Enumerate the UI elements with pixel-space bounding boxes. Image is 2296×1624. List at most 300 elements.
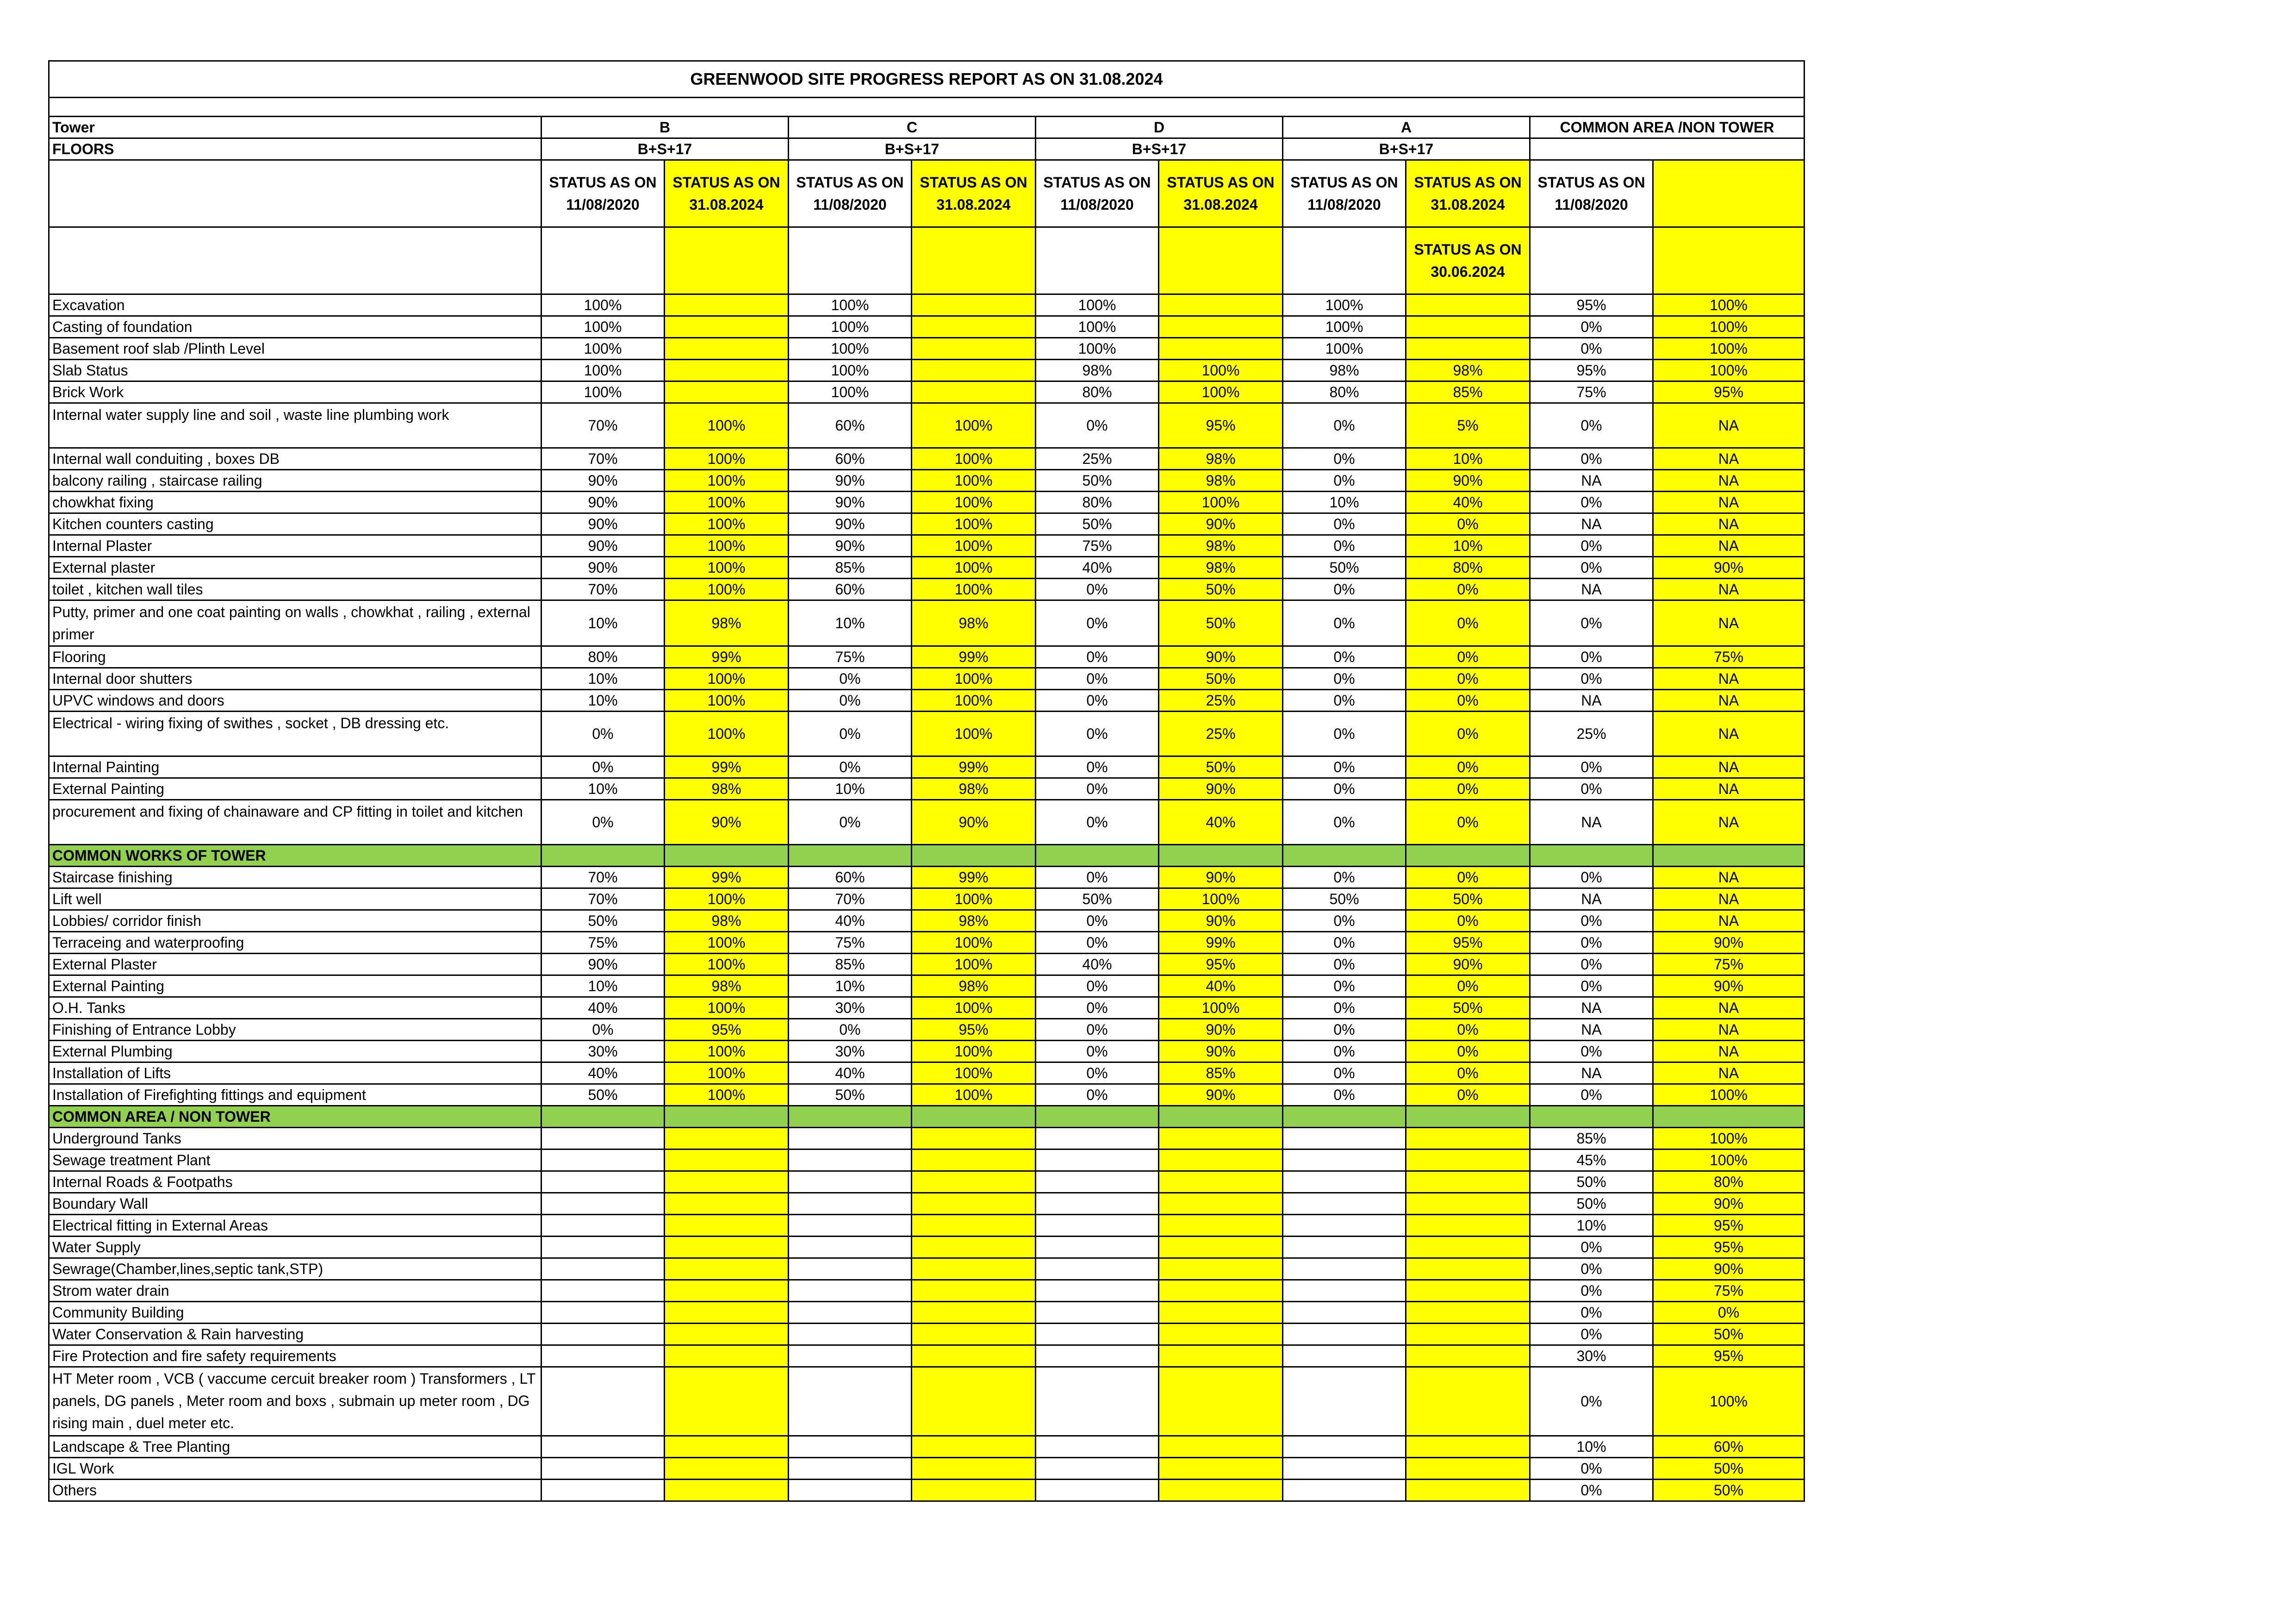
status-new-cell: 0% bbox=[1406, 910, 1530, 932]
row-label: Internal water supply line and soil , waste line plumbing work bbox=[49, 403, 541, 448]
table-row bbox=[49, 403, 1804, 448]
status-old-cell bbox=[789, 1367, 912, 1436]
status-old-cell: 0% bbox=[1283, 579, 1406, 600]
status-new-cell: 100% bbox=[1653, 316, 1804, 338]
section-blank-cell bbox=[1406, 1106, 1530, 1128]
status-old-cell bbox=[789, 1436, 912, 1458]
status-old-cell: 0% bbox=[1283, 800, 1406, 845]
status-new-cell: 25% bbox=[1159, 690, 1283, 712]
status-new-cell bbox=[1406, 1458, 1530, 1480]
status-old-cell: 30% bbox=[789, 1041, 912, 1062]
row-label: O.H. Tanks bbox=[49, 997, 541, 1019]
status-new-cell: 100% bbox=[912, 1084, 1036, 1106]
status-old-cell: 0% bbox=[1036, 712, 1159, 756]
status-new-cell: 98% bbox=[1159, 557, 1283, 579]
table-row bbox=[49, 513, 1804, 535]
table-row bbox=[49, 1215, 1804, 1237]
status-new-cell bbox=[1406, 294, 1530, 316]
section-blank-cell bbox=[1283, 1106, 1406, 1128]
status-old-cell: 0% bbox=[1283, 690, 1406, 712]
status-new-cell: 98% bbox=[665, 600, 789, 646]
status-old-cell: 75% bbox=[789, 646, 912, 668]
table-row bbox=[49, 778, 1804, 800]
blank-cell bbox=[1530, 227, 1653, 294]
section-blank-cell bbox=[1159, 1106, 1283, 1128]
status-old-cell bbox=[1036, 1237, 1159, 1258]
status-old-cell: 0% bbox=[1036, 800, 1159, 845]
status-subheader-blank bbox=[49, 227, 541, 294]
status-new-cell: 100% bbox=[665, 932, 789, 954]
row-label: Underground Tanks bbox=[49, 1128, 541, 1149]
status-new-cell bbox=[665, 294, 789, 316]
status-new-cell: 100% bbox=[1653, 1149, 1804, 1171]
row-label: balcony railing , staircase railing bbox=[49, 470, 541, 492]
status-new-cell: 100% bbox=[912, 1041, 1036, 1062]
status-old-cell: 85% bbox=[789, 954, 912, 975]
section-blank-cell bbox=[789, 1106, 912, 1128]
status-old-cell bbox=[1036, 1302, 1159, 1324]
status-new-cell: 95% bbox=[665, 1019, 789, 1041]
status-old-cell: 0% bbox=[1283, 954, 1406, 975]
status-old-cell: 45% bbox=[1530, 1149, 1653, 1171]
status-old-cell: 0% bbox=[1283, 756, 1406, 778]
row-label: Brick Work bbox=[49, 381, 541, 403]
status-old-cell: 80% bbox=[1283, 381, 1406, 403]
table-row bbox=[49, 1237, 1804, 1258]
status-new-cell: 90% bbox=[1653, 1193, 1804, 1215]
status-old-cell bbox=[1283, 1324, 1406, 1345]
blank-cell bbox=[541, 227, 665, 294]
status-new-cell bbox=[1406, 1324, 1530, 1345]
status-old-cell: 0% bbox=[1283, 910, 1406, 932]
row-label: Internal Roads & Footpaths bbox=[49, 1171, 541, 1193]
status-old-cell bbox=[541, 1149, 665, 1171]
floors-d: B+S+17 bbox=[1036, 138, 1283, 160]
status-old-cell: 60% bbox=[789, 867, 912, 888]
table-row bbox=[49, 1084, 1804, 1106]
blank-cell bbox=[1283, 227, 1406, 294]
status-new-cell bbox=[912, 1367, 1036, 1436]
status-old-cell: 100% bbox=[1036, 316, 1159, 338]
status-old-cell: 0% bbox=[1530, 338, 1653, 360]
status-new-cell: NA bbox=[1653, 800, 1804, 845]
status-old-cell: 95% bbox=[1530, 294, 1653, 316]
status-old-cell: 0% bbox=[789, 712, 912, 756]
status-old-cell: 0% bbox=[1283, 470, 1406, 492]
status-old-cell: 0% bbox=[1036, 403, 1159, 448]
status-new-cell bbox=[1406, 1171, 1530, 1193]
row-label: Sewrage(Chamber,lines,septic tank,STP) bbox=[49, 1258, 541, 1280]
status-old-cell: 40% bbox=[1036, 557, 1159, 579]
row-label: procurement and fixing of chainaware and CP fitting in toilet and kitchen bbox=[49, 800, 541, 845]
status-old-cell: 70% bbox=[541, 448, 665, 470]
status-new-cell: NA bbox=[1653, 600, 1804, 646]
status-old-cell: 0% bbox=[1036, 1019, 1159, 1041]
row-label: HT Meter room , VCB ( vaccume cercuit breaker room ) Transformers , LT panels, DG panels , Meter room and boxs , submain up meter room , DG rising main , duel meter etc. bbox=[49, 1367, 541, 1436]
status-old-cell: 0% bbox=[1530, 1480, 1653, 1501]
status-new-header: STATUS AS ON 31.08.2024 bbox=[665, 160, 789, 227]
status-old-cell: 0% bbox=[1283, 1041, 1406, 1062]
table-row bbox=[49, 932, 1804, 954]
status-old-header: STATUS AS ON 11/08/2020 bbox=[1036, 160, 1159, 227]
status-new-cell: 100% bbox=[665, 1041, 789, 1062]
status-old-cell: 70% bbox=[541, 888, 665, 910]
status-new-cell bbox=[665, 1302, 789, 1324]
status-new-cell bbox=[912, 1237, 1036, 1258]
status-mid-header: STATUS AS ON 30.06.2024 bbox=[1406, 227, 1530, 294]
status-new-cell: 90% bbox=[1159, 1084, 1283, 1106]
status-old-cell: 0% bbox=[1036, 932, 1159, 954]
status-old-cell: 30% bbox=[1530, 1345, 1653, 1367]
status-new-cell bbox=[1159, 1149, 1283, 1171]
status-old-cell: 0% bbox=[1283, 668, 1406, 690]
status-old-cell bbox=[1283, 1436, 1406, 1458]
row-label: Internal door shutters bbox=[49, 668, 541, 690]
table-row bbox=[49, 600, 1804, 646]
status-new-cell: 95% bbox=[1159, 403, 1283, 448]
table-row bbox=[49, 756, 1804, 778]
status-new-cell bbox=[1159, 1280, 1283, 1302]
status-new-cell: 100% bbox=[1653, 360, 1804, 381]
status-new-cell: 0% bbox=[1406, 975, 1530, 997]
status-old-cell bbox=[789, 1215, 912, 1237]
status-new-cell: 100% bbox=[665, 513, 789, 535]
table-row bbox=[49, 448, 1804, 470]
table-row bbox=[49, 1480, 1804, 1501]
status-old-cell: 95% bbox=[1530, 360, 1653, 381]
section-blank-cell bbox=[541, 845, 665, 867]
row-label: External Plaster bbox=[49, 954, 541, 975]
spacer-row bbox=[49, 98, 1804, 117]
table-row bbox=[49, 1280, 1804, 1302]
status-old-cell bbox=[541, 1458, 665, 1480]
status-new-cell: NA bbox=[1653, 1019, 1804, 1041]
status-new-cell: 100% bbox=[665, 668, 789, 690]
status-new-cell: NA bbox=[1653, 579, 1804, 600]
status-old-cell: 10% bbox=[541, 690, 665, 712]
status-new-cell: 90% bbox=[912, 800, 1036, 845]
status-old-cell: 0% bbox=[1036, 910, 1159, 932]
status-new-cell bbox=[665, 1193, 789, 1215]
status-new-cell: 0% bbox=[1406, 600, 1530, 646]
status-new-cell: NA bbox=[1653, 470, 1804, 492]
status-new-cell bbox=[1159, 1480, 1283, 1501]
status-old-cell: 50% bbox=[1530, 1171, 1653, 1193]
status-old-cell: 0% bbox=[1530, 1458, 1653, 1480]
status-new-cell: 90% bbox=[1159, 1019, 1283, 1041]
status-new-cell: 98% bbox=[665, 910, 789, 932]
row-label: Internal wall conduiting , boxes DB bbox=[49, 448, 541, 470]
status-new-cell: 50% bbox=[1159, 756, 1283, 778]
status-old-cell: 0% bbox=[1530, 910, 1653, 932]
status-old-cell: 75% bbox=[1530, 381, 1653, 403]
status-old-cell: 0% bbox=[1036, 646, 1159, 668]
status-new-cell: 98% bbox=[1406, 360, 1530, 381]
status-new-cell bbox=[1406, 1149, 1530, 1171]
status-new-cell: NA bbox=[1653, 668, 1804, 690]
status-new-cell: 0% bbox=[1406, 1062, 1530, 1084]
progress-report-sheet bbox=[48, 60, 1804, 1502]
status-new-cell: 5% bbox=[1406, 403, 1530, 448]
row-label: External Painting bbox=[49, 778, 541, 800]
status-old-cell bbox=[789, 1280, 912, 1302]
status-old-cell bbox=[1283, 1458, 1406, 1480]
status-old-cell: 40% bbox=[789, 1062, 912, 1084]
status-new-cell: 0% bbox=[1406, 513, 1530, 535]
status-old-cell bbox=[1283, 1258, 1406, 1280]
status-new-cell: 50% bbox=[1653, 1458, 1804, 1480]
status-old-cell: 0% bbox=[1283, 932, 1406, 954]
row-label: Landscape & Tree Planting bbox=[49, 1436, 541, 1458]
status-new-cell: 100% bbox=[912, 1062, 1036, 1084]
section-blank-cell bbox=[665, 1106, 789, 1128]
status-new-cell: 0% bbox=[1653, 1302, 1804, 1324]
status-new-cell bbox=[912, 1280, 1036, 1302]
status-old-cell: 100% bbox=[541, 338, 665, 360]
status-old-cell: 0% bbox=[1530, 1324, 1653, 1345]
row-label: Sewage treatment Plant bbox=[49, 1149, 541, 1171]
status-old-cell bbox=[1036, 1215, 1159, 1237]
row-label: Strom water drain bbox=[49, 1280, 541, 1302]
status-old-cell bbox=[1036, 1171, 1159, 1193]
status-old-cell bbox=[789, 1128, 912, 1149]
status-old-cell: 100% bbox=[1283, 294, 1406, 316]
status-old-cell bbox=[1283, 1215, 1406, 1237]
report-title: GREENWOOD SITE PROGRESS REPORT AS ON 31.08.2024 bbox=[49, 61, 1804, 98]
status-old-cell: 0% bbox=[1530, 668, 1653, 690]
status-new-cell bbox=[665, 360, 789, 381]
status-new-cell: 0% bbox=[1406, 800, 1530, 845]
status-new-cell: 98% bbox=[1159, 448, 1283, 470]
status-new-cell: 90% bbox=[1159, 513, 1283, 535]
status-old-cell bbox=[1283, 1345, 1406, 1367]
status-new-cell bbox=[665, 1149, 789, 1171]
status-new-cell: 100% bbox=[912, 888, 1036, 910]
status-old-cell bbox=[541, 1280, 665, 1302]
status-old-cell: 40% bbox=[541, 997, 665, 1019]
status-new-cell: 100% bbox=[665, 1062, 789, 1084]
status-old-cell: 100% bbox=[789, 316, 912, 338]
status-old-cell: 0% bbox=[1036, 997, 1159, 1019]
status-new-cell: 90% bbox=[1159, 778, 1283, 800]
status-new-cell: 100% bbox=[1159, 381, 1283, 403]
status-new-cell: 0% bbox=[1406, 867, 1530, 888]
status-old-cell bbox=[541, 1215, 665, 1237]
status-old-cell: 0% bbox=[1283, 712, 1406, 756]
status-new-cell: 100% bbox=[665, 712, 789, 756]
table-row bbox=[49, 997, 1804, 1019]
status-old-cell: 0% bbox=[1283, 403, 1406, 448]
table-row bbox=[49, 1193, 1804, 1215]
status-new-cell: 100% bbox=[665, 997, 789, 1019]
status-old-cell: 50% bbox=[1036, 513, 1159, 535]
status-new-cell: NA bbox=[1653, 712, 1804, 756]
table-row bbox=[49, 910, 1804, 932]
status-old-cell: 0% bbox=[1283, 1062, 1406, 1084]
status-new-cell: NA bbox=[1653, 910, 1804, 932]
status-new-cell: 100% bbox=[912, 492, 1036, 513]
status-old-cell: 10% bbox=[1530, 1436, 1653, 1458]
status-old-cell: 10% bbox=[789, 600, 912, 646]
section-blank-cell bbox=[1283, 845, 1406, 867]
status-new-cell: 98% bbox=[665, 778, 789, 800]
status-old-cell: 50% bbox=[541, 910, 665, 932]
section-blank-cell bbox=[912, 845, 1036, 867]
status-new-cell: NA bbox=[1653, 997, 1804, 1019]
status-old-cell bbox=[541, 1128, 665, 1149]
status-old-cell: 70% bbox=[789, 888, 912, 910]
status-old-cell: 0% bbox=[1283, 997, 1406, 1019]
status-new-cell bbox=[912, 1302, 1036, 1324]
status-new-cell bbox=[1406, 1302, 1530, 1324]
status-new-header: STATUS AS ON 31.08.2024 bbox=[1406, 160, 1530, 227]
row-label: IGL Work bbox=[49, 1458, 541, 1480]
status-new-cell: 100% bbox=[1653, 338, 1804, 360]
status-new-cell: 100% bbox=[665, 448, 789, 470]
status-new-cell: 95% bbox=[1653, 1237, 1804, 1258]
status-new-cell: 100% bbox=[665, 888, 789, 910]
status-old-cell: 0% bbox=[1036, 600, 1159, 646]
status-new-cell bbox=[665, 1324, 789, 1345]
status-old-cell: 0% bbox=[1036, 975, 1159, 997]
status-new-cell: 100% bbox=[912, 954, 1036, 975]
status-new-cell: 100% bbox=[665, 1084, 789, 1106]
row-label: Putty, primer and one coat painting on walls , chowkhat , railing , external primer bbox=[49, 600, 541, 646]
status-new-cell: 99% bbox=[665, 646, 789, 668]
status-old-cell: 40% bbox=[1036, 954, 1159, 975]
status-new-cell: 98% bbox=[912, 975, 1036, 997]
status-old-cell bbox=[1036, 1324, 1159, 1345]
status-new-cell bbox=[665, 316, 789, 338]
status-old-cell bbox=[1283, 1193, 1406, 1215]
status-new-cell bbox=[665, 1258, 789, 1280]
status-new-cell bbox=[665, 1436, 789, 1458]
table-row bbox=[49, 800, 1804, 845]
status-new-cell bbox=[912, 381, 1036, 403]
status-new-cell bbox=[912, 294, 1036, 316]
status-old-cell: 0% bbox=[1036, 867, 1159, 888]
status-new-cell: 100% bbox=[665, 470, 789, 492]
status-old-cell bbox=[789, 1458, 912, 1480]
status-old-cell: 50% bbox=[1530, 1193, 1653, 1215]
status-old-cell: 10% bbox=[1530, 1215, 1653, 1237]
status-old-cell: 100% bbox=[789, 360, 912, 381]
table-row bbox=[49, 867, 1804, 888]
section-header-row bbox=[49, 1106, 1804, 1128]
status-old-cell bbox=[789, 1171, 912, 1193]
status-new-cell: NA bbox=[1653, 690, 1804, 712]
status-new-cell: 100% bbox=[1159, 888, 1283, 910]
status-old-cell bbox=[1036, 1458, 1159, 1480]
status-old-cell: 0% bbox=[1530, 1258, 1653, 1280]
status-old-cell: 100% bbox=[541, 360, 665, 381]
status-old-cell: 98% bbox=[1283, 360, 1406, 381]
row-label: External plaster bbox=[49, 557, 541, 579]
section-blank-cell bbox=[912, 1106, 1036, 1128]
status-old-cell: 100% bbox=[1283, 338, 1406, 360]
status-new-cell: 25% bbox=[1159, 712, 1283, 756]
status-old-cell: 85% bbox=[789, 557, 912, 579]
status-new-cell: 100% bbox=[912, 403, 1036, 448]
status-new-cell bbox=[1406, 1258, 1530, 1280]
status-old-cell: 0% bbox=[1530, 1302, 1653, 1324]
status-new-cell: 100% bbox=[1159, 997, 1283, 1019]
status-new-cell bbox=[912, 1345, 1036, 1367]
row-label: Fire Protection and fire safety requirements bbox=[49, 1345, 541, 1367]
status-old-cell: 0% bbox=[1530, 535, 1653, 557]
status-new-cell: 98% bbox=[1159, 470, 1283, 492]
status-old-cell bbox=[541, 1171, 665, 1193]
status-old-cell: 75% bbox=[1036, 535, 1159, 557]
status-old-cell: 0% bbox=[1530, 867, 1653, 888]
status-old-cell bbox=[789, 1345, 912, 1367]
status-old-cell bbox=[1036, 1258, 1159, 1280]
status-old-cell bbox=[541, 1324, 665, 1345]
status-new-cell: 99% bbox=[1159, 932, 1283, 954]
table-row bbox=[49, 1258, 1804, 1280]
row-label: toilet , kitchen wall tiles bbox=[49, 579, 541, 600]
row-label: Lift well bbox=[49, 888, 541, 910]
status-old-cell: NA bbox=[1530, 690, 1653, 712]
status-old-cell: 40% bbox=[541, 1062, 665, 1084]
status-old-cell: 100% bbox=[541, 294, 665, 316]
status-old-cell: 0% bbox=[1283, 778, 1406, 800]
status-old-cell: 0% bbox=[1036, 756, 1159, 778]
status-old-cell bbox=[541, 1302, 665, 1324]
status-old-cell: NA bbox=[1530, 1019, 1653, 1041]
row-label: Terraceing and waterproofing bbox=[49, 932, 541, 954]
status-new-cell: 0% bbox=[1406, 756, 1530, 778]
status-old-cell: 0% bbox=[1530, 1084, 1653, 1106]
status-old-cell: 0% bbox=[1530, 316, 1653, 338]
status-new-cell bbox=[912, 1436, 1036, 1458]
status-new-cell bbox=[665, 338, 789, 360]
status-old-cell bbox=[541, 1237, 665, 1258]
row-label: Electrical - wiring fixing of swithes , socket , DB dressing etc. bbox=[49, 712, 541, 756]
status-new-cell: 100% bbox=[665, 403, 789, 448]
status-new-cell: 40% bbox=[1159, 800, 1283, 845]
status-new-cell: 50% bbox=[1159, 579, 1283, 600]
status-old-cell: 0% bbox=[1530, 448, 1653, 470]
status-new-cell: 100% bbox=[912, 712, 1036, 756]
status-new-cell: 100% bbox=[1653, 1128, 1804, 1149]
section-blank-cell bbox=[1036, 1106, 1159, 1128]
table-row bbox=[49, 360, 1804, 381]
status-old-cell: 0% bbox=[1283, 1019, 1406, 1041]
status-new-cell: 0% bbox=[1406, 1041, 1530, 1062]
table-row bbox=[49, 1302, 1804, 1324]
row-label: Community Building bbox=[49, 1302, 541, 1324]
section-header-row bbox=[49, 845, 1804, 867]
status-new-cell: 100% bbox=[665, 579, 789, 600]
status-new-cell: 100% bbox=[912, 448, 1036, 470]
status-new-cell bbox=[1159, 1237, 1283, 1258]
status-old-cell: 0% bbox=[541, 756, 665, 778]
status-old-cell: NA bbox=[1530, 470, 1653, 492]
status-old-cell: 25% bbox=[1036, 448, 1159, 470]
status-old-cell bbox=[1283, 1302, 1406, 1324]
status-old-cell: 80% bbox=[541, 646, 665, 668]
table-row bbox=[49, 1458, 1804, 1480]
status-new-cell: 90% bbox=[1159, 1041, 1283, 1062]
table-row bbox=[49, 1019, 1804, 1041]
status-old-cell: 0% bbox=[1530, 646, 1653, 668]
status-new-cell: NA bbox=[1653, 1062, 1804, 1084]
status-old-cell: 10% bbox=[789, 778, 912, 800]
status-old-cell: 80% bbox=[1036, 492, 1159, 513]
status-old-cell: 85% bbox=[1530, 1128, 1653, 1149]
status-old-cell: NA bbox=[1530, 579, 1653, 600]
